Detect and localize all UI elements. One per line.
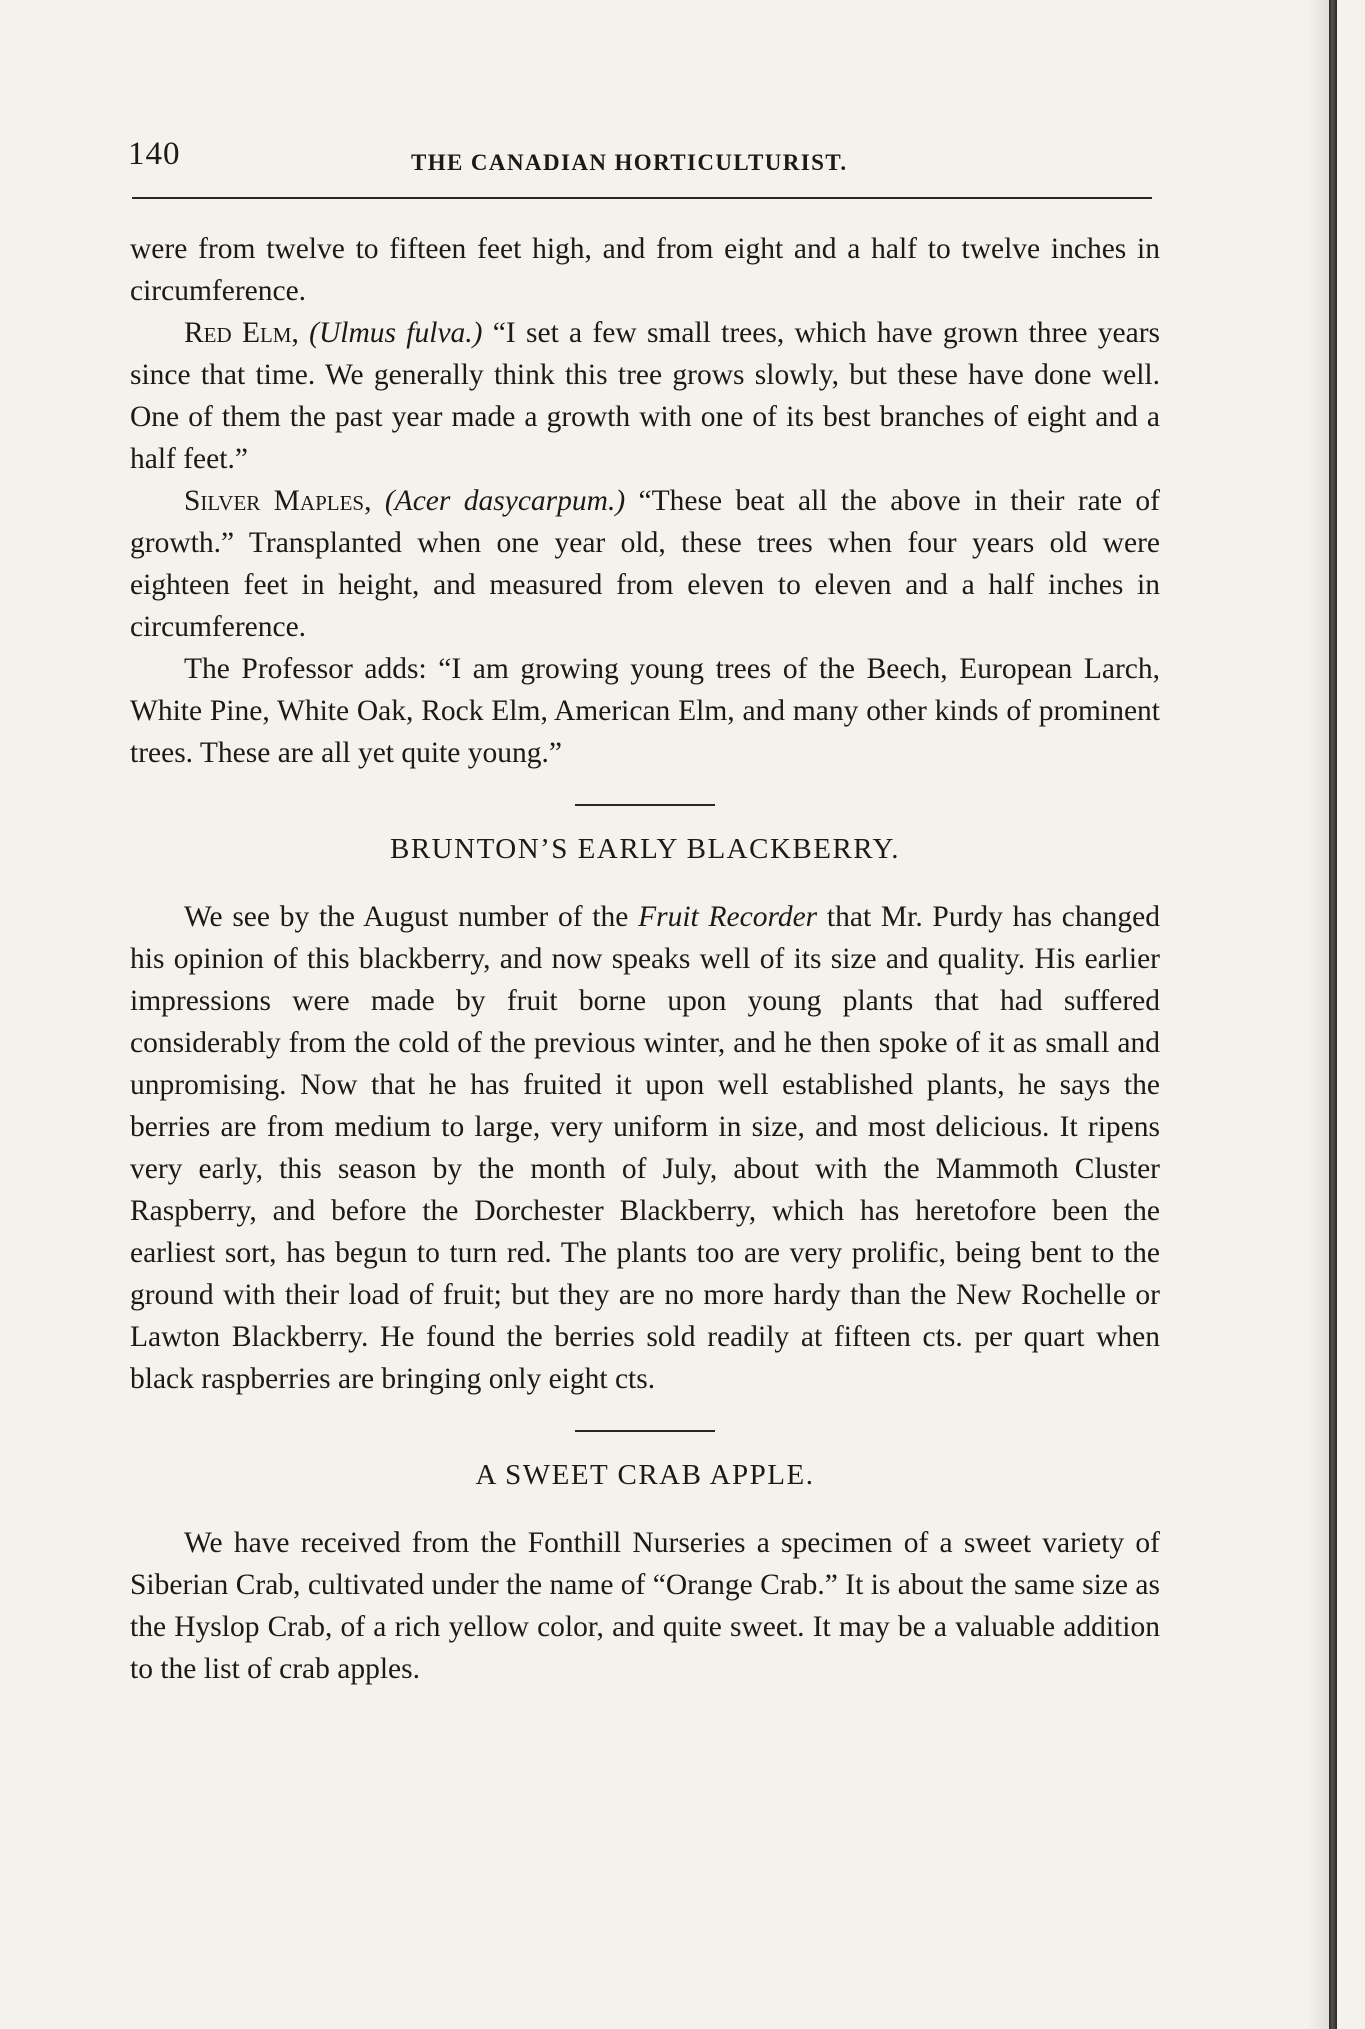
- binding-shadow: [1307, 0, 1329, 2029]
- red-elm-text: “I set a few small trees, which have grown three years since that time. We generally think this tree grows slowly, but these have done well. One of them the past year made a growth with one of its best branches of eight and a half feet.”: [130, 317, 1161, 475]
- page-body: [130, 228, 1160, 1690]
- paragraph-continuation: were from twelve to fifteen feet high, and from eight and a half to twelve inches in circumference.: [130, 233, 1160, 307]
- blackberry-text-after: that Mr. Purdy has changed his opinion of this blackberry, and now speaks well of its size and quality. His earlier impressions were made by fruit borne upon young plants that had suffered considerably from the cold of the previous winter, and he then spoke of it as small and unpromising. Now that he has fruited it upon well established plants, he says the berries are from medium to large, very uniform in size, and most delicious. It ripens very early, this season by the month of July, about with the Mammoth Cluster Raspberry, and before the Dorchester Blackberry, which has heretofore been the earliest sort, has begun to turn red. The plants too are very prolific, being bent to the ground with their load of fruit; but they are no more hardy than the New Rochelle or Lawton Blackberry. He found the berries sold readily at fifteen cts. per quart when black raspberries are bringing only eight cts.: [130, 901, 1161, 1395]
- paragraph-professor: The Professor adds: “I am growing young trees of the Beech, European Larch, White Pine, White Oak, Rock Elm, American Elm, and many other kinds of prominent trees. These are all yet quite young.”: [130, 653, 1160, 769]
- running-head: THE CANADIAN HORTICULTURIST.: [411, 150, 848, 175]
- silver-maples-latin: (Acer dasycarpum.): [384, 485, 626, 517]
- blackberry-text-before: We see by the August number of the: [184, 901, 629, 933]
- paragraph-blackberry: [130, 896, 1160, 1400]
- paragraph-silver-maples: [130, 480, 1160, 648]
- section-divider: [575, 1430, 715, 1432]
- page-number: 140: [128, 136, 181, 172]
- section-divider: [575, 804, 715, 806]
- section-title-blackberry: BRUNTON’S EARLY BLACKBERRY.: [390, 833, 900, 865]
- red-elm-latin: (Ulmus fulva.): [309, 317, 483, 349]
- paragraph-red-elm: [130, 312, 1160, 480]
- fruit-recorder-title: Fruit Recorder: [638, 901, 818, 933]
- silver-maples-text: “These beat all the above in their rate of growth.” Transplanted when one year old, these trees when four years old were eighteen feet in height, and measured from eleven to eleven and a half inches in circumference.: [130, 485, 1161, 643]
- page-binding-edge: [1329, 0, 1337, 2029]
- page-header: [128, 128, 1158, 188]
- paragraph-crab-apple: We have received from the Fonthill Nurseries a specimen of a sweet variety of Siberian Crab, cultivated under the name of “Orange Crab.” It is about the same size as the Hyslop Crab, of a rich yellow color, and quite sweet. It may be a valuable addition to the list of crab apples.: [130, 1527, 1160, 1685]
- silver-maples-name: Silver Maples,: [184, 485, 372, 517]
- section-title-crab-apple: A SWEET CRAB APPLE.: [475, 1459, 815, 1491]
- header-rule: [132, 197, 1152, 199]
- red-elm-name: Red Elm,: [184, 317, 299, 349]
